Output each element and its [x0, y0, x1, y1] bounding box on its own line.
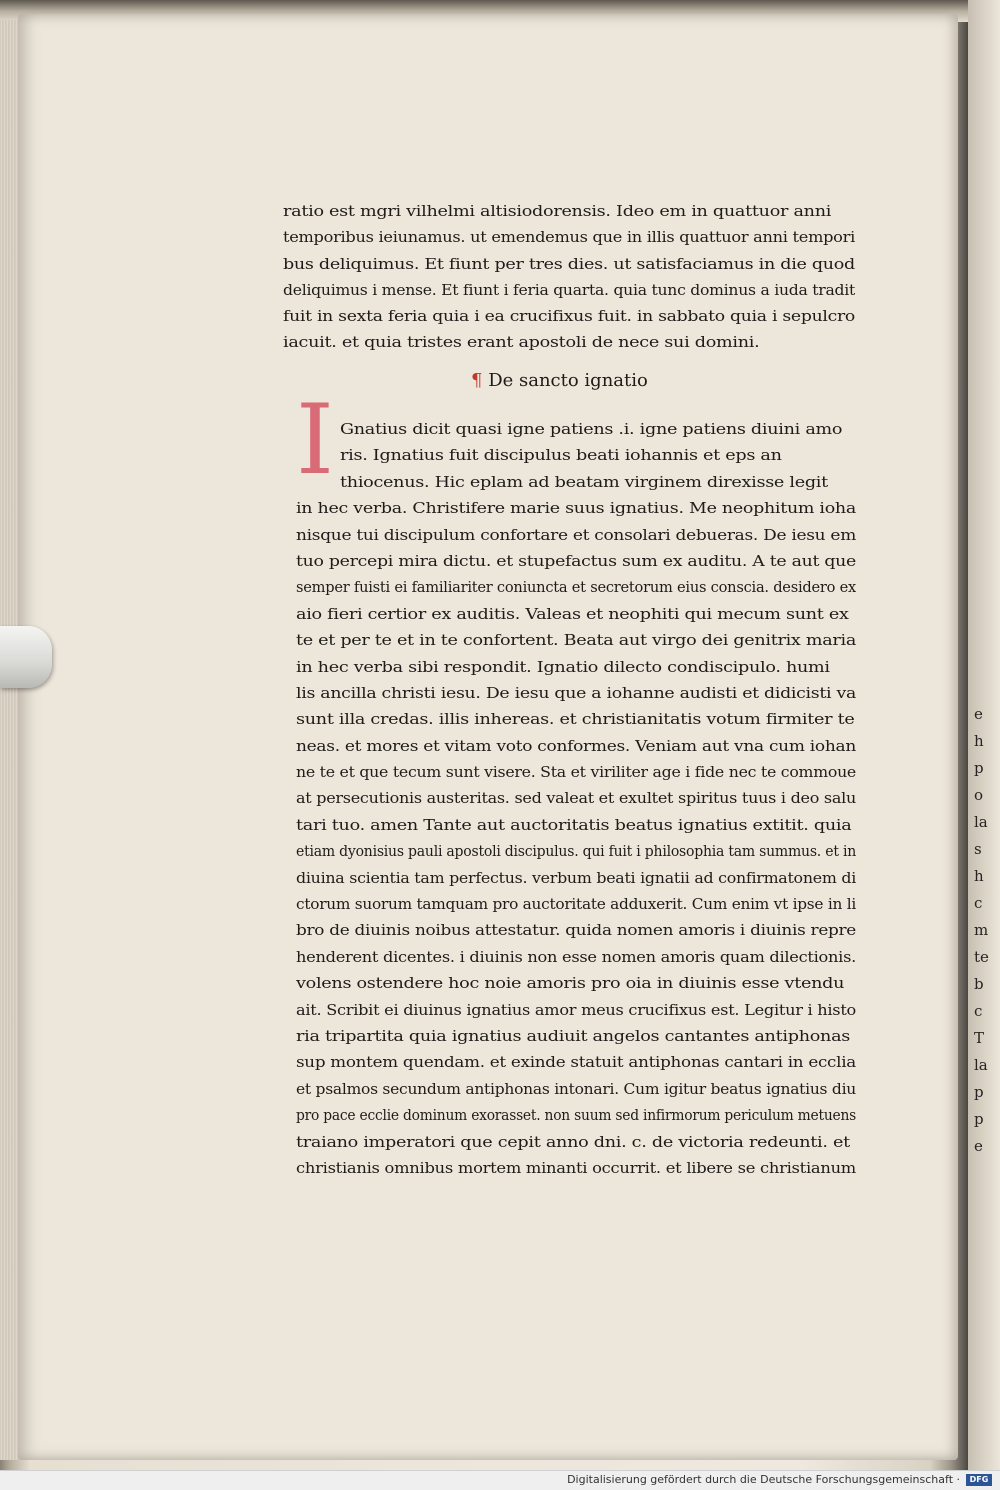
- text-line: aio fieri certior ex auditis. Valeas et neophiti qui mecum sunt ex: [296, 604, 849, 623]
- text-line: ratio est mgri vilhelmi altisiodorensis. Ideo em in quattuor anni: [283, 202, 832, 220]
- text-line: lis ancilla christi iesu. De iesu que a iohanne audisti et didicisti va: [296, 683, 856, 702]
- right-edge-letter: T: [974, 1029, 985, 1047]
- text-line: at persecutionis austeritas. sed valeat et exultet spiritus tuus i deo salu: [296, 789, 856, 808]
- text-line: tari tuo. amen Tante aut auctoritatis beatus ignatius extitit. quia: [296, 815, 852, 834]
- text-line: diuina scientia tam perfectus. verbum beati ignatii ad confirmatonem di: [296, 868, 856, 887]
- text-line: deliquimus i mense. Et fiunt i feria quarta. quia tunc dominus a iuda tradit: [283, 280, 855, 299]
- text-line: te et per te et in te confortent. Beata aut virgo dei genitrix maria: [296, 631, 856, 650]
- text-line: nisque tui discipulum confortare et consolari debueras. De iesu em: [296, 525, 856, 544]
- right-edge-letter: c: [974, 894, 983, 912]
- right-edge-letter: b: [974, 975, 984, 993]
- text-line: sup montem quendam. et exinde statuit antiphonas cantari in ecclia: [296, 1053, 856, 1072]
- text-line: bus deliquimus. Et fiunt per tres dies. ut satisfaciamus in die quod: [283, 254, 855, 273]
- text-line: traiano imperatori que cepit anno dni. c. de victoria redeunti. et: [296, 1132, 850, 1151]
- right-edge-letter: e: [974, 1137, 983, 1155]
- right-edge-letter: p: [974, 1083, 984, 1101]
- right-edge-letter: p: [974, 759, 984, 777]
- right-edge-letter: p: [974, 1110, 984, 1128]
- text-line: volens ostendere hoc noie amoris pro oia in diuinis esse vtendu: [296, 974, 845, 993]
- footer-credit: Digitalisierung gefördert durch die Deutsche Forschungsgemeinschaft ·: [567, 1473, 960, 1486]
- left-page-leaves: [0, 20, 18, 1460]
- text-line: ris. Ignatius fuit discipulus beati iohannis et eps an: [340, 446, 782, 465]
- intro-text-block: [283, 198, 855, 356]
- right-edge-letter: la: [974, 1056, 988, 1074]
- dfg-logo[interactable]: DFG: [966, 1474, 992, 1486]
- text-line: Gnatius dicit quasi igne patiens .i. igne patiens diuini amo: [340, 420, 843, 438]
- decorated-initial: I: [296, 384, 334, 496]
- right-edge-letter: h: [974, 732, 984, 750]
- text-line: pro pace ecclie dominum exorasset. non suum sed infirmorum periculum metuens: [296, 1106, 856, 1125]
- text-line: fuit in sexta feria quia i ea crucifixus fuit. in sabbato quia i sepulcro: [283, 307, 855, 326]
- text-line: bro de diuinis noibus attestatur. quida nomen amoris i diuinis repre: [296, 921, 856, 940]
- chapter-heading: [471, 366, 691, 396]
- right-page-edge: [968, 0, 1000, 1470]
- text-line: henderent dicentes. i diuinis non esse nomen amoris quam dilectionis.: [296, 947, 856, 966]
- text-line: in hec verba. Christifere marie suus ignatius. Me neophitum ioha: [296, 499, 856, 518]
- text-line: semper fuisti ei familiariter coniuncta et secretorum eius conscia. desidero ex: [296, 578, 856, 597]
- text-line: iacuit. et quia tristes erant apostoli de nece sui domini.: [283, 333, 760, 352]
- right-edge-letter: o: [974, 786, 984, 804]
- text-line: tuo percepi mira dictu. et stupefactus sum ex auditu. A te aut que: [296, 551, 856, 570]
- text-line: etiam dyonisius pauli apostoli discipulus. qui fuit i philosophia tam summus. et in: [296, 842, 856, 861]
- right-edge-letter: la: [974, 813, 988, 831]
- text-line: ria tripartita quia ignatius audiuit angelos cantantes antiphonas: [296, 1026, 851, 1045]
- chapter-heading-text: De sancto ignatio: [488, 370, 648, 391]
- right-edge-letter: te: [974, 948, 989, 966]
- text-line: in hec verba sibi respondit. Ignatio dilecto condiscipulo. humi: [296, 657, 830, 676]
- footer-bar: [0, 1470, 1000, 1490]
- pilcrow-mark: ¶: [471, 370, 483, 391]
- text-line: ait. Scribit ei diuinus ignatius amor meus crucifixus est. Legitur i histo: [296, 1000, 856, 1019]
- text-line: ctorum suorum tamquam pro auctoritate adduxerit. Cum enim vt ipse in li: [296, 895, 856, 914]
- body-text-block: [296, 416, 856, 1181]
- right-edge-letter: m: [974, 921, 989, 939]
- text-line: sunt illa credas. illis inhereas. et christianitatis votum firmiter te: [296, 710, 855, 729]
- text-line: et psalmos secundum antiphonas intonari. Cum igitur beatus ignatius diu: [296, 1079, 856, 1098]
- text-line: christianis omnibus mortem minanti occurrit. et libere se christianum: [296, 1158, 856, 1177]
- text-line: thiocenus. Hic eplam ad beatam virginem direxisse legit: [340, 472, 828, 491]
- page-clip: [0, 626, 52, 688]
- right-edge-letter: e: [974, 705, 983, 723]
- right-edge-letter: c: [974, 1002, 983, 1020]
- text-line: ne te et que tecum sunt visere. Sta et viriliter age i fide nec te commoue: [296, 763, 856, 782]
- right-edge-letter: s: [974, 840, 982, 858]
- text-line: neas. et mores et vitam voto conformes. Veniam aut vna cum iohan: [296, 736, 856, 755]
- text-line: temporibus ieiunamus. ut emendemus que in illis quattuor anni tempori: [283, 228, 855, 247]
- right-edge-letter: h: [974, 867, 984, 885]
